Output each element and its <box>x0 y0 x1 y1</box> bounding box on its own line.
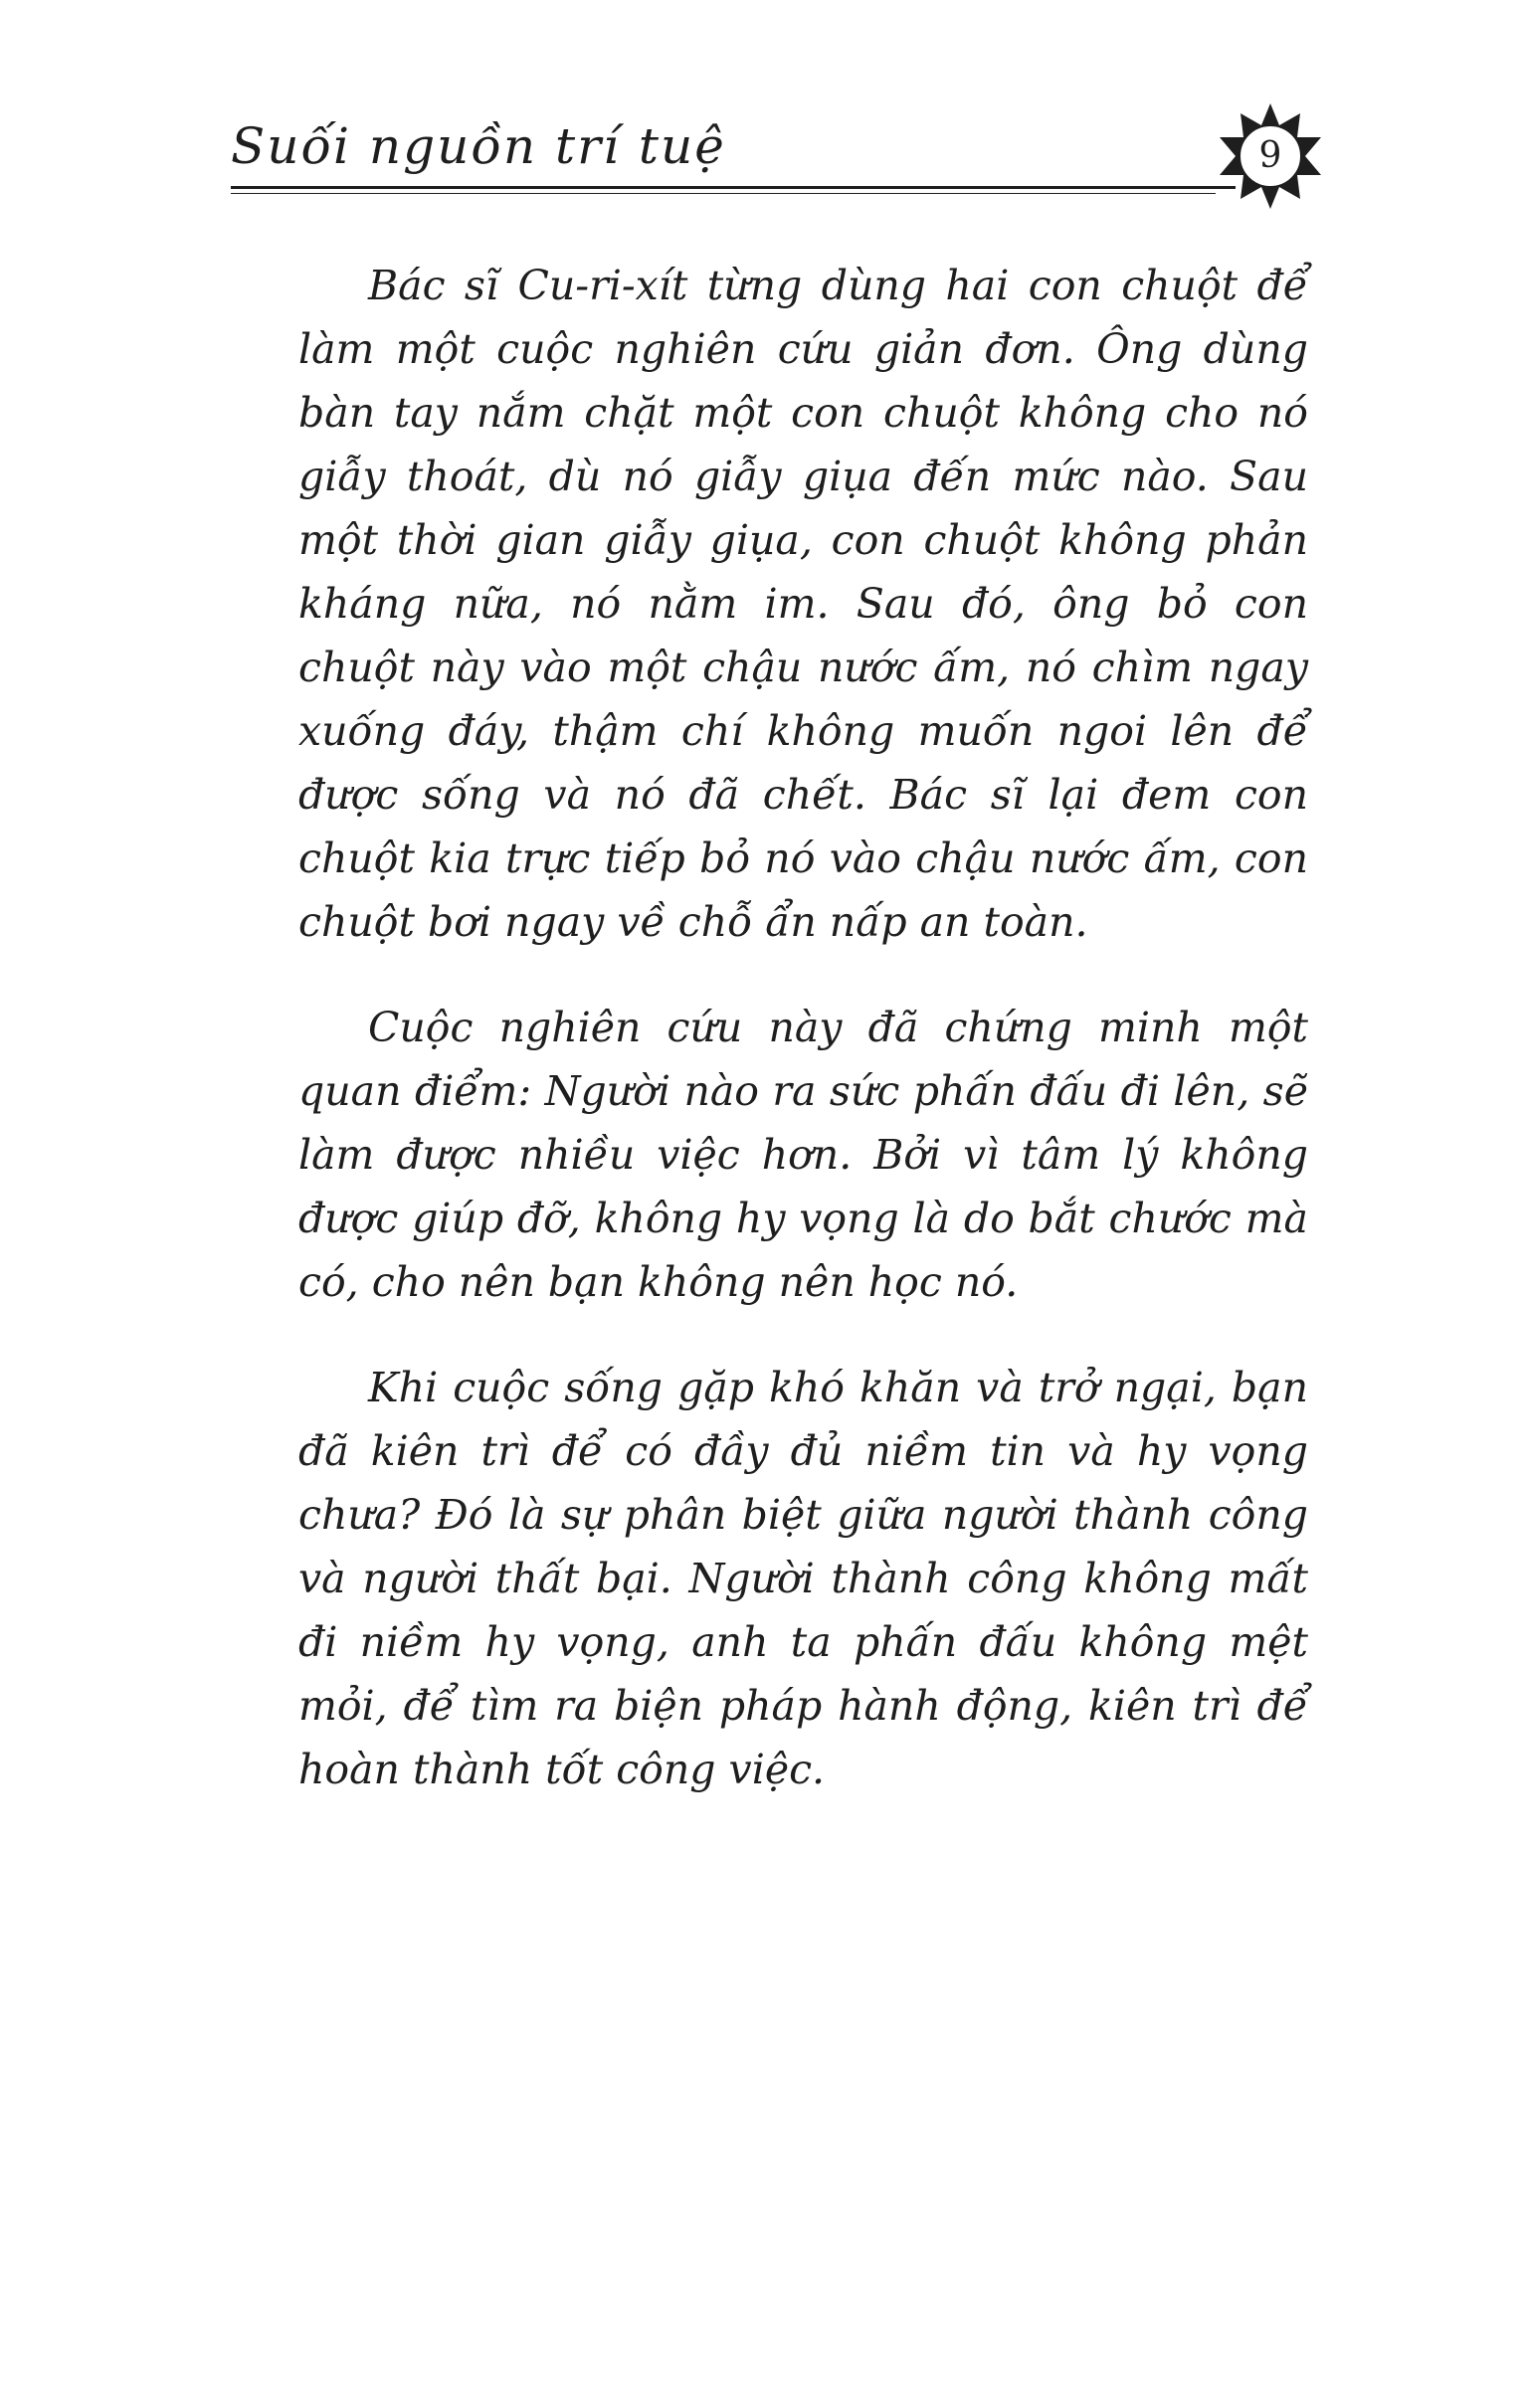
header-rule <box>231 186 1236 189</box>
page-number-badge <box>1216 101 1325 211</box>
paragraph: Bác sĩ Cu-ri-xít từng dùng hai con chuột để làm một cuộc nghiên cứu giản đơn. Ông dùng bàn tay nắm chặt một con chuột không cho nó giẫy thoát, dù nó giẫy giụa đến mức nào. Sau một thời gian giẫy giụa, con chuột không phản kháng nữa, nó nằm im. Sau đó, ông bỏ con chuột này vào một chậu nước ấm, nó chìm ngay xuống đáy, thậm chí không muốn ngoi lên để được sống và nó đã chết. Bác sĩ lại đem con chuột kia trực tiếp bỏ nó vào chậu nước ấm, con chuột bơi ngay về chỗ ẩn nấp an toàn. <box>298 262 1308 946</box>
running-header-title: Suối nguồn trí tuệ <box>231 117 726 175</box>
header-rule-thin <box>231 193 1216 194</box>
paragraph: Cuộc nghiên cứu này đã chứng minh một quan điểm: Người nào ra sức phấn đấu đi lên, sẽ làm được nhiều việc hơn. Bởi vì tâm lý không được giúp đỡ, không hy vọng là do bắt chước mà có, cho nên bạn không nên học nó. <box>298 1004 1308 1306</box>
body-text <box>298 254 1308 1843</box>
page-number: 9 <box>1258 135 1282 176</box>
paragraph: Khi cuộc sống gặp khó khăn và trở ngại, bạn đã kiên trì để có đầy đủ niềm tin và hy vọng chưa? Đó là sự phân biệt giữa người thành công và người thất bại. Người thành công không mất đi niềm hy vọng, anh ta phấn đấu không mệt mỏi, để tìm ra biện pháp hành động, kiên trì để hoàn thành tốt công việc. <box>298 1364 1308 1793</box>
